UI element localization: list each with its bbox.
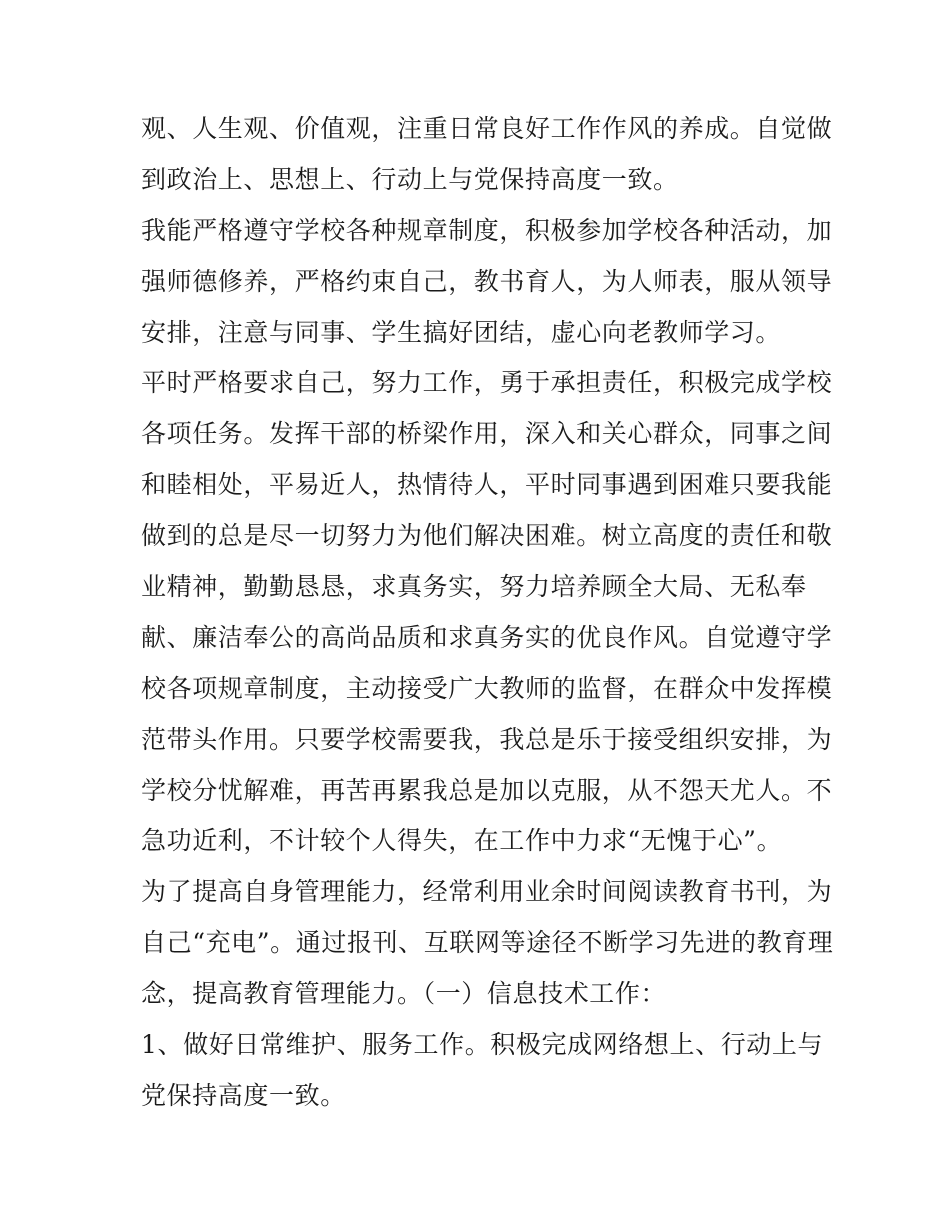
document-body <box>141 104 834 1122</box>
text-line: 自己“充电”。通过报刊、互联网等途径不断学习先进的教育理 <box>141 928 834 958</box>
text-line: 急功近利，不计较个人得失，在工作中力求“无愧于心”。 <box>141 826 783 856</box>
text-line: 平时严格要求自己，努力工作，勇于承担责任，积极完成学校 <box>141 368 833 398</box>
text-line: 做到的总是尽一切努力为他们解决困难。树立高度的责任和敬 <box>141 521 833 551</box>
text-line: 我能严格遵守学校各种规章制度，积极参加学校各种活动，加 <box>141 215 833 245</box>
text-line: 业精神，勤勤恳恳，求真务实，努力培养顾全大局、无私奉 <box>141 572 807 602</box>
text-line: 强师德修养，严格约束自己，教书育人，为人师表，服从领导 <box>141 266 833 296</box>
text-line: 范带头作用。只要学校需要我，我总是乐于接受组织安排，为 <box>141 724 833 754</box>
text-line: 安排，注意与同事、学生搞好团结，虚心向老教师学习。 <box>141 317 782 347</box>
text-line: 和睦相处，平易近人，热情待人，平时同事遇到困难只要我能 <box>141 470 833 500</box>
text-line: 献、廉洁奉公的高尚品质和求真务实的优良作风。自觉遵守学 <box>141 622 833 652</box>
text-line: 各项任务。发挥干部的桥梁作用，深入和关心群众，同事之间 <box>141 419 833 449</box>
text-line: 校各项规章制度，主动接受广大教师的监督，在群众中发挥模 <box>141 673 833 703</box>
text-line: 学校分忧解难，再苦再累我总是加以克服，从不怨天尤人。不 <box>141 775 833 805</box>
text-line: 为了提高自身管理能力，经常利用业余时间阅读教育书刊，为 <box>141 877 833 907</box>
text-line: 观、人生观、价值观，注重日常良好工作作风的养成。自觉做 <box>141 114 833 143</box>
text-line: 念，提高教育管理能力。（一）信息技术工作： <box>141 979 667 1009</box>
text-line: 党保持高度一致。 <box>141 1080 346 1110</box>
text-line: 1、做好日常维护、服务工作。积极完成网络想上、行动上与 <box>141 1030 824 1060</box>
text-line: 到政治上、思想上、行动上与党保持高度一致。 <box>141 164 679 194</box>
